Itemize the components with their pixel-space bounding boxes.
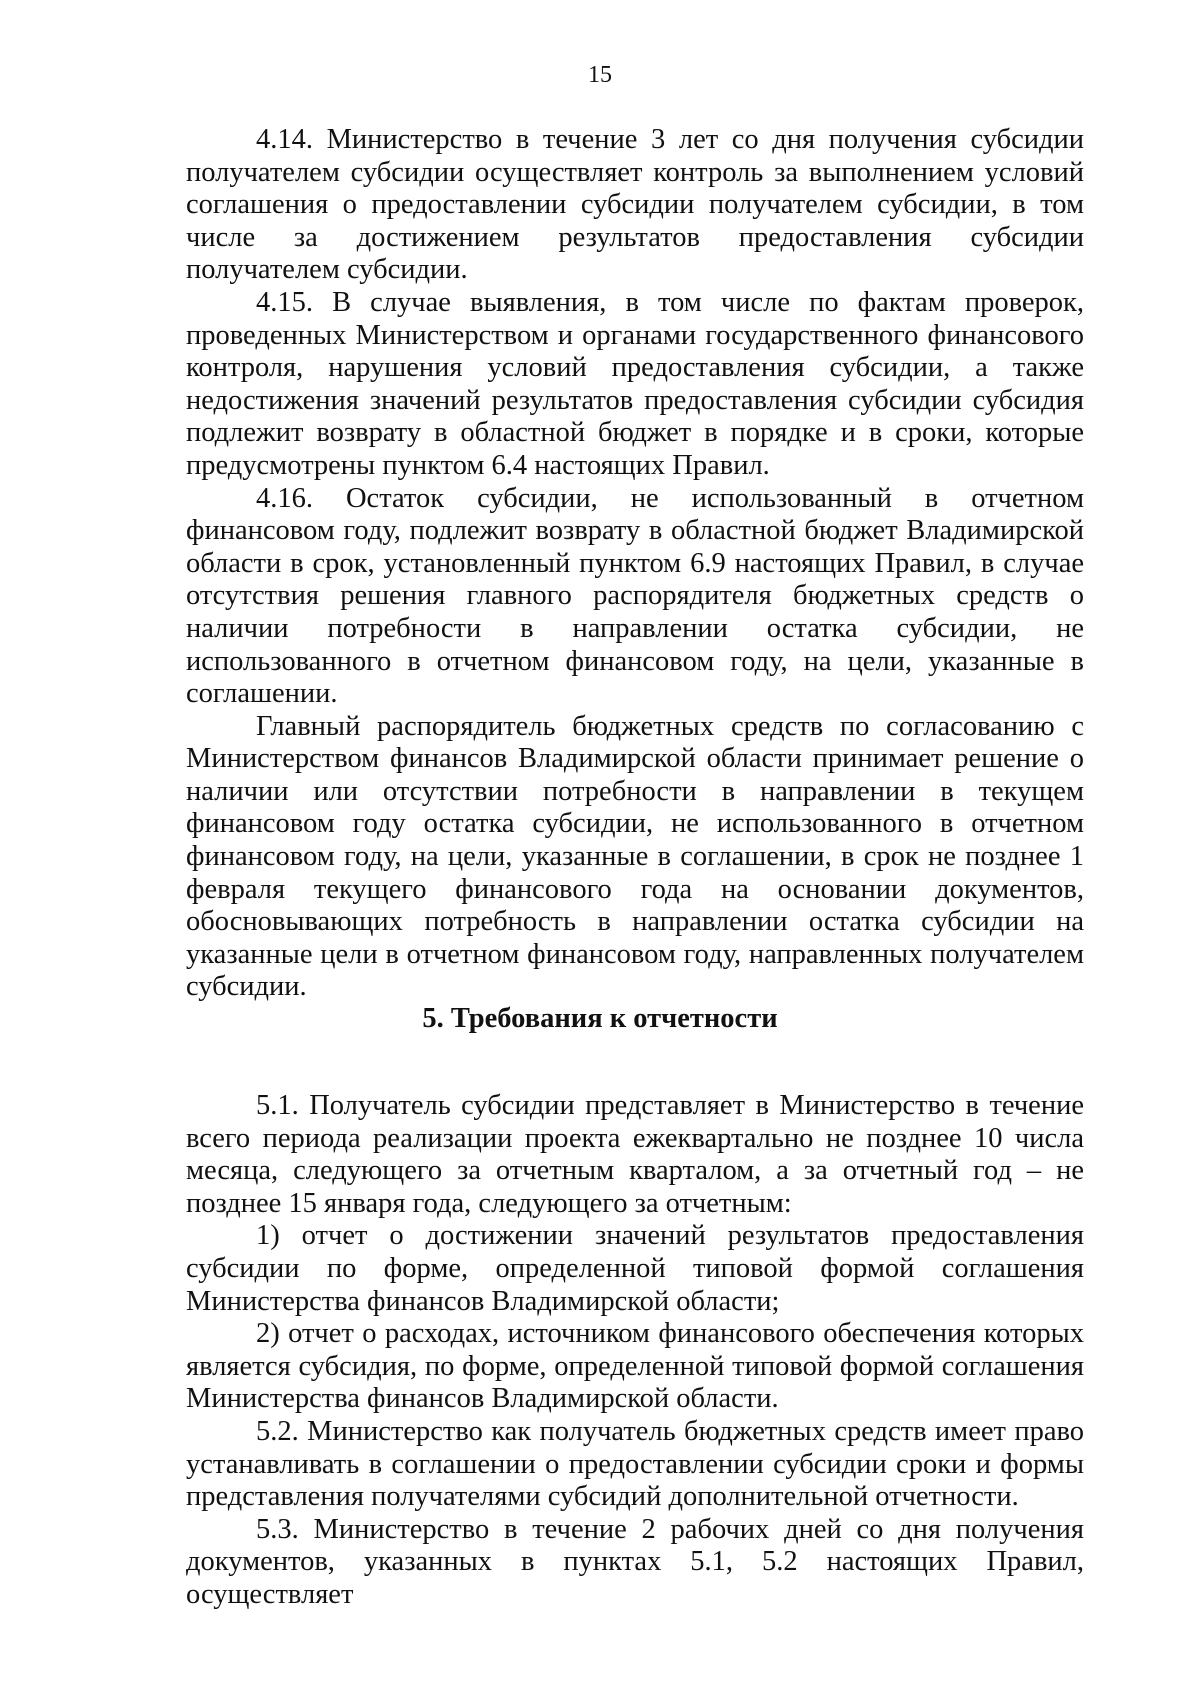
paragraph-5-1: 5.1. Получатель субсидии представляет в Министерство в течение всего периода реализации проекта ежеквартально не позднее 10 числа месяца, следующего за отчетным кварталом, а за отчетный год – не позднее 15 января года, следующего за отчетным: <box>186 1090 1084 1219</box>
paragraph-5-1-item-1: 1) отчет о достижении значений результатов предоставления субсидии по форме, определенной типовой формой соглашения Министерства финансов Владимирской области; <box>186 1220 1084 1317</box>
paragraph-5-2: 5.2. Министерство как получатель бюджетных средств имеет право устанавливать в соглашении о предоставлении субсидии сроки и формы представления получателями субсидий дополнительной отчетности. <box>186 1415 1084 1513</box>
paragraph-4-16-continued: Главный распорядитель бюджетных средств по согласованию с Министерством финансов Владимирской области принимает решение о наличии или отсутствии потребности в направлении в текущем финансовом году остатка субсидии, не использованного в отчетном финансовом году, на цели, указанные в соглашении, в срок не позднее 1 февраля текущего финансового года на основании документов, обосновывающих потребность в направлении остатка субсидии на указанные цели в отчетном финансовом году, направленных получателем субсидии. <box>186 710 1084 1003</box>
paragraph-4-15: 4.15. В случае выявления, в том числе по фактам проверок, проведенных Министерством и органами государственного финансового контроля, нарушения условий предоставления субсидии, а также недостижения значений результатов предоставления субсидии субсидия подлежит возврату в областной бюджет в порядке и в сроки, которые предусмотрены пунктом 6.4 настоящих Правил. <box>186 286 1084 481</box>
paragraph-5-3: 5.3. Министерство в течение 2 рабочих дней со дня получения документов, указанных в пунктах 5.1, 5.2 настоящих Правил, осуществляет <box>186 1513 1084 1610</box>
page-number: 15 <box>588 62 612 88</box>
paragraph-5-1-item-2: 2) отчет о расходах, источником финансового обеспечения которых является субсидия, по форме, определенной типовой формой соглашения Министерства финансов Владимирской области. <box>186 1318 1084 1415</box>
section-5-heading: 5. Требования к отчетности <box>422 1003 778 1034</box>
section-5-text <box>186 1090 1084 1612</box>
paragraph-4-16: 4.16. Остаток субсидии, не использованный в отчетном финансовом году, подлежит возврату в областной бюджет Владимирской области в срок, установленный пунктом 6.9 настоящих Правил, в случае отсутствия решения главного распорядителя бюджетных средств о наличии потребности в направлении остатка субсидии, не использованного в отчетном финансовом году, на цели, указанные в соглашении. <box>186 482 1084 710</box>
section-4-text <box>186 124 1084 1004</box>
paragraph-4-14: 4.14. Министерство в течение 3 лет со дня получения субсидии получателем субсидии осуществляет контроль за выполнением условий соглашения о предоставлении субсидии получателем субсидии, в том числе за достижением результатов предоставления субсидии получателем субсидии. <box>186 124 1084 286</box>
